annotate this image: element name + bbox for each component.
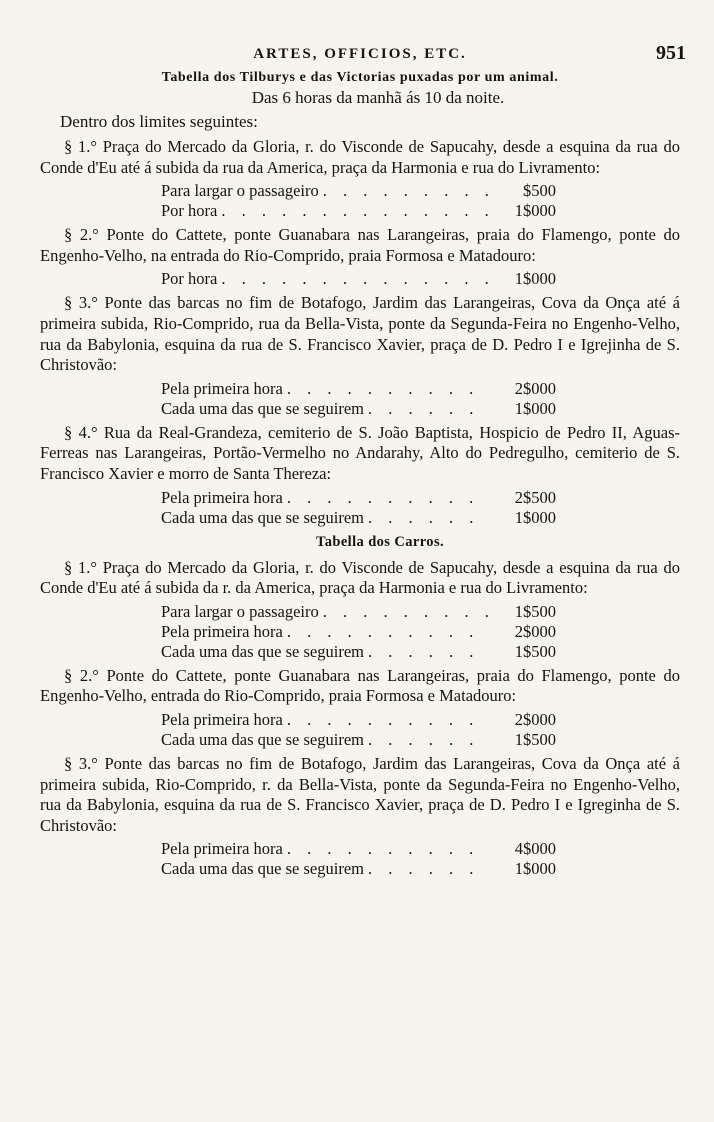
price-row xyxy=(161,399,556,419)
page-number: 951 xyxy=(656,42,686,64)
price-row xyxy=(161,508,556,528)
price-list xyxy=(161,602,556,662)
price-row xyxy=(161,181,556,201)
price-value: 2$000 xyxy=(514,378,556,398)
carros-section-3 xyxy=(40,754,680,879)
tilburys-table-title: Tabella dos Tilburys e das Victorias puxadas por um animal. xyxy=(161,70,559,85)
tilburys-section-1 xyxy=(40,137,680,221)
price-label: Pela primeira hora xyxy=(161,709,283,729)
price-label: Cada uma das que se seguirem xyxy=(161,398,364,418)
leader-dots xyxy=(364,730,488,750)
price-value: 1$000 xyxy=(514,507,556,527)
leader-dots xyxy=(364,642,488,662)
price-row xyxy=(161,710,556,730)
running-title: ARTES, OFFICIOS, ETC. xyxy=(253,46,467,62)
leader-dots xyxy=(217,269,488,289)
price-label: Por hora xyxy=(161,269,218,289)
price-label: Pela primeira hora xyxy=(161,487,283,507)
carros-section-1 xyxy=(40,558,680,662)
price-list xyxy=(161,269,556,289)
price-label: Cada uma das que se seguirem xyxy=(161,507,364,527)
price-value: 2$000 xyxy=(514,709,556,729)
price-row xyxy=(161,602,556,622)
carros-section-2 xyxy=(40,666,680,750)
tilburys-section-4 xyxy=(40,423,680,528)
price-list xyxy=(161,181,556,221)
leader-dots xyxy=(283,710,488,730)
leader-dots xyxy=(319,181,488,201)
price-row xyxy=(161,379,556,399)
price-value: 4$000 xyxy=(514,839,556,859)
leader-dots xyxy=(283,839,488,859)
tilburys-section-3 xyxy=(40,293,680,418)
section-text: § 3.° Ponte das barcas no fim de Botafogo, Jardim das Larangeiras, Cova da Onça até á primeira subida, Rio-Comprido, r. da Bella-Vista, ponte da Segunda-Feira no Engenho-Velho, rua da Babylonia, esquina da rua de S. Francisco Xavier, praça de D. Pedro I e Igreginha de S. Christovão: xyxy=(40,753,680,835)
leader-dots xyxy=(217,201,488,221)
price-row xyxy=(161,859,556,879)
price-value: 1$000 xyxy=(514,201,556,221)
price-value: 2$000 xyxy=(514,621,556,641)
carros-table-title: Tabella dos Carros. xyxy=(315,533,445,550)
price-label: Cada uma das que se seguirem xyxy=(161,729,364,749)
price-value: 1$500 xyxy=(514,601,556,621)
price-list xyxy=(161,379,556,419)
price-value: 1$500 xyxy=(514,729,556,749)
section-text: § 1.° Praça do Mercado da Gloria, r. do Visconde de Sapucahy, desde a esquina da rua do Conde d'Eu até á subida da r. da America, praça da Harmonia e rua do Livramento: xyxy=(40,557,680,598)
price-label: Por hora xyxy=(161,201,218,221)
price-list xyxy=(161,839,556,879)
price-value: 1$000 xyxy=(514,398,556,418)
limits-intro: Dentro dos limites seguintes: xyxy=(60,112,258,131)
leader-dots xyxy=(283,488,488,508)
price-row xyxy=(161,839,556,859)
price-value: 2$500 xyxy=(514,487,556,507)
leader-dots xyxy=(364,508,488,528)
price-row xyxy=(161,642,556,662)
tilburys-section-2 xyxy=(40,225,680,289)
price-label: Pela primeira hora xyxy=(161,378,283,398)
price-list xyxy=(161,488,556,528)
price-row xyxy=(161,269,556,289)
price-row xyxy=(161,730,556,750)
price-row xyxy=(161,488,556,508)
leader-dots xyxy=(283,622,488,642)
document-page xyxy=(40,42,686,883)
price-row xyxy=(161,622,556,642)
running-header xyxy=(40,42,686,66)
price-label: Cada uma das que se seguirem xyxy=(161,641,364,661)
price-label: Pela primeira hora xyxy=(161,839,283,859)
price-value: 1$500 xyxy=(514,641,556,661)
price-row xyxy=(161,201,556,221)
price-value: $500 xyxy=(523,181,556,201)
section-text: § 3.° Ponte das barcas no fim de Botafogo, Jardim das Larangeiras, Cova da Onça até á primeira subida, Rio-Comprido, rua da Bella-Vista, ponte da Segunda-Feira no Engenho-Velho, rua da Babylonia, esquina da rua de S. Francisco Xavier, praça de D. Pedro I e Igrejinha de S. Christovão: xyxy=(40,293,680,375)
hours-line: Das 6 horas da manhã ás 10 da noite. xyxy=(251,88,505,107)
leader-dots xyxy=(364,859,488,879)
section-text: § 2.° Ponte do Cattete, ponte Guanabara nas Larangeiras, praia do Flamengo, ponte do Engenho-Velho, na entrada do Rio-Comprido, praia Formosa e Matadouro: xyxy=(40,225,680,265)
price-label: Pela primeira hora xyxy=(161,621,283,641)
section-text: § 2.° Ponte do Cattete, ponte Guanabara nas Larangeiras, praia do Flamengo, ponte do Engenho-Velho, entrada do Rio-Comprido, praia Formosa e Matadouro: xyxy=(40,665,680,706)
leader-dots xyxy=(364,399,488,419)
section-text: § 1.° Praça do Mercado da Gloria, r. do Visconde de Sapucahy, desde a esquina da rua do Conde d'Eu até á subida da rua da America, praça da Harmonia e rua do Livramento: xyxy=(40,137,680,177)
price-value: 1$000 xyxy=(514,269,556,289)
price-value: 1$000 xyxy=(514,859,556,879)
price-label: Cada uma das que se seguirem xyxy=(161,859,364,879)
price-list xyxy=(161,710,556,750)
price-label: Para largar o passageiro xyxy=(161,181,319,201)
leader-dots xyxy=(319,602,488,622)
section-text: § 4.° Rua da Real-Grandeza, cemiterio de S. João Baptista, Hospicio de Pedro II, Aguas-Ferreas nas Larangeiras, Portão-Vermelho no Andarahy, Alto do Pedregulho, cemiterio de S. Francisco Xavier e morro de Santa Thereza: xyxy=(40,422,680,483)
price-label: Para largar o passageiro xyxy=(161,601,319,621)
leader-dots xyxy=(283,379,488,399)
